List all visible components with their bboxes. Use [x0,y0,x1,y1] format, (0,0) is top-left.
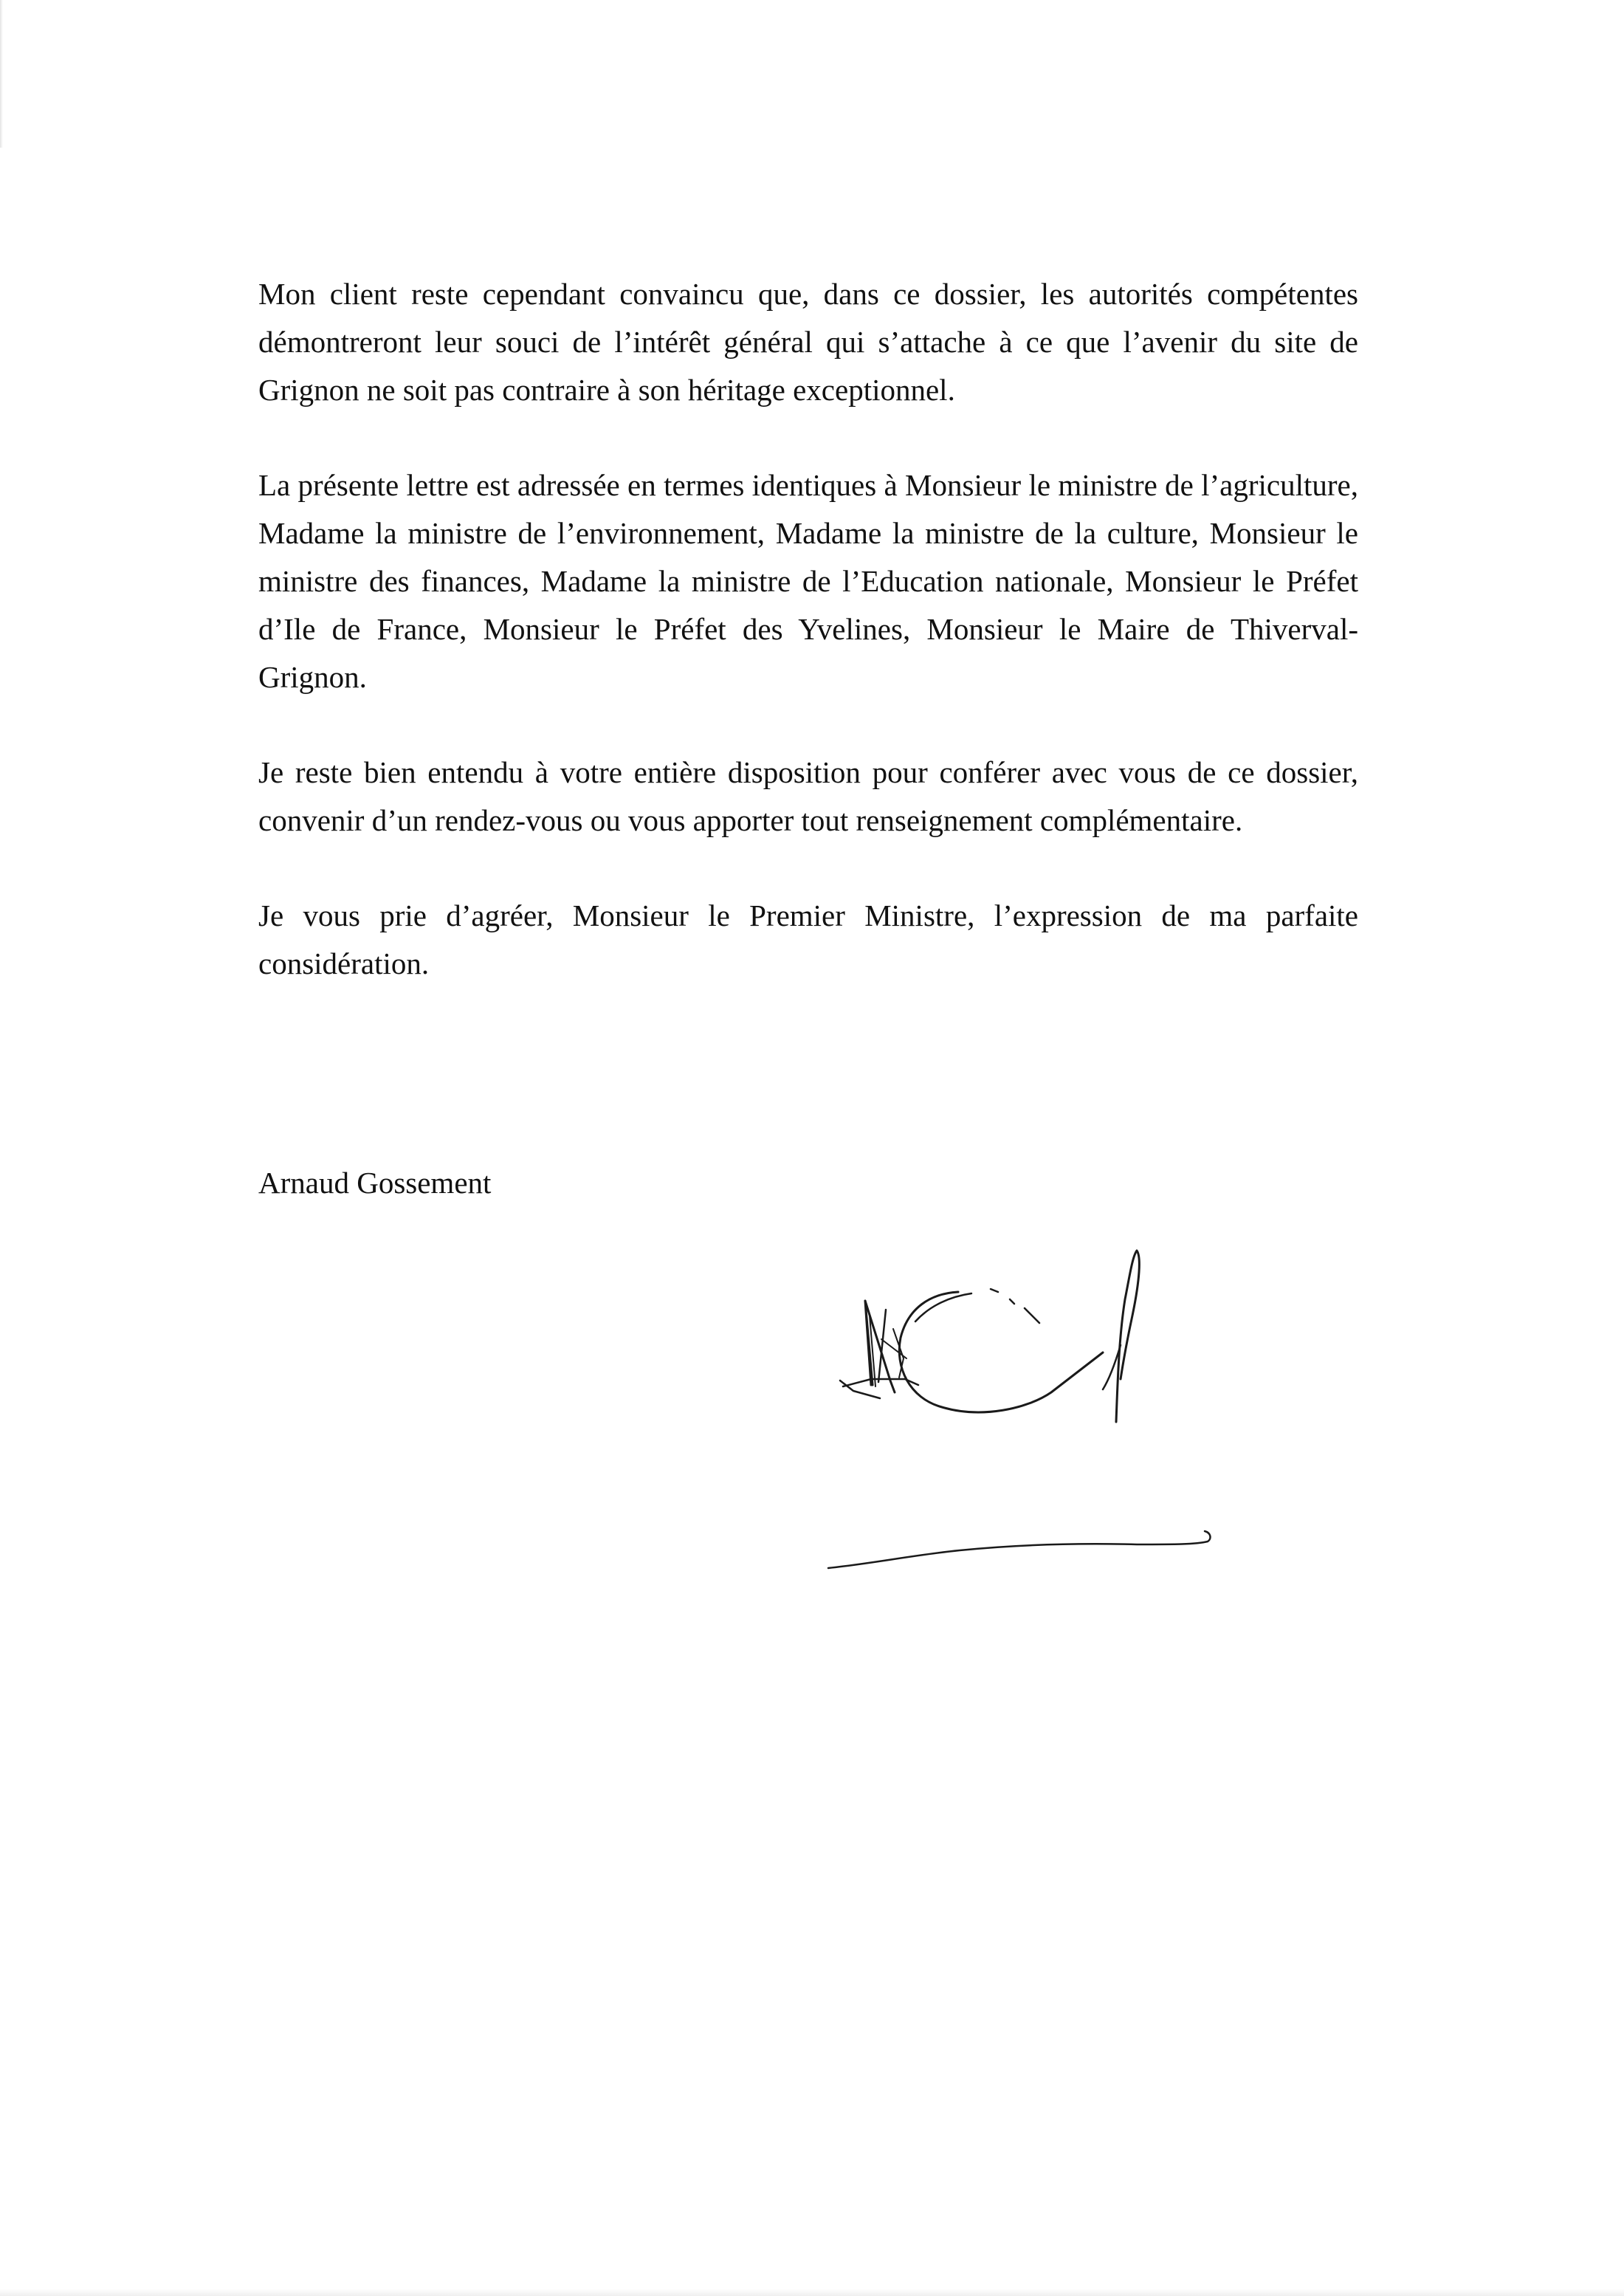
paragraph-recipients: La présente lettre est adressée en termes identiques à Monsieur le ministre de l’agriculture, Madame la ministre de l’environnement, Madame la ministre de la culture, Monsieur le ministre des finances, Madame la ministre de l’Education nationale, Monsieur le Préfet d’Ile de France, Monsieur le Préfet des Yvelines, Monsieur le Maire de Thiverval-Grignon. [258,468,1358,694]
paragraph-closing: Je vous prie d’agréer, Monsieur le Premier Ministre, l’expression de ma parfaite considération. [258,898,1358,980]
handwritten-signature-icon [827,1248,1240,1573]
paragraph-conviction: Mon client reste cependant convaincu que, dans ce dossier, les autorités compétentes démontreront leur souci de l’intérêt général qui s’attache à ce que l’avenir du site de Grignon ne soit pas contraire à son héritage exceptionnel. [258,277,1358,407]
scan-edge-left [0,0,3,148]
letter-body [258,270,1358,1035]
scan-edge-bottom [0,2289,1624,2296]
sender-name: Arnaud Gossement [258,1166,492,1200]
paragraph-availability: Je reste bien entendu à votre entière disposition pour conférer avec vous de ce dossier, convenir d’un rendez-vous ou vous apporter tout renseignement complémentaire. [258,755,1358,837]
